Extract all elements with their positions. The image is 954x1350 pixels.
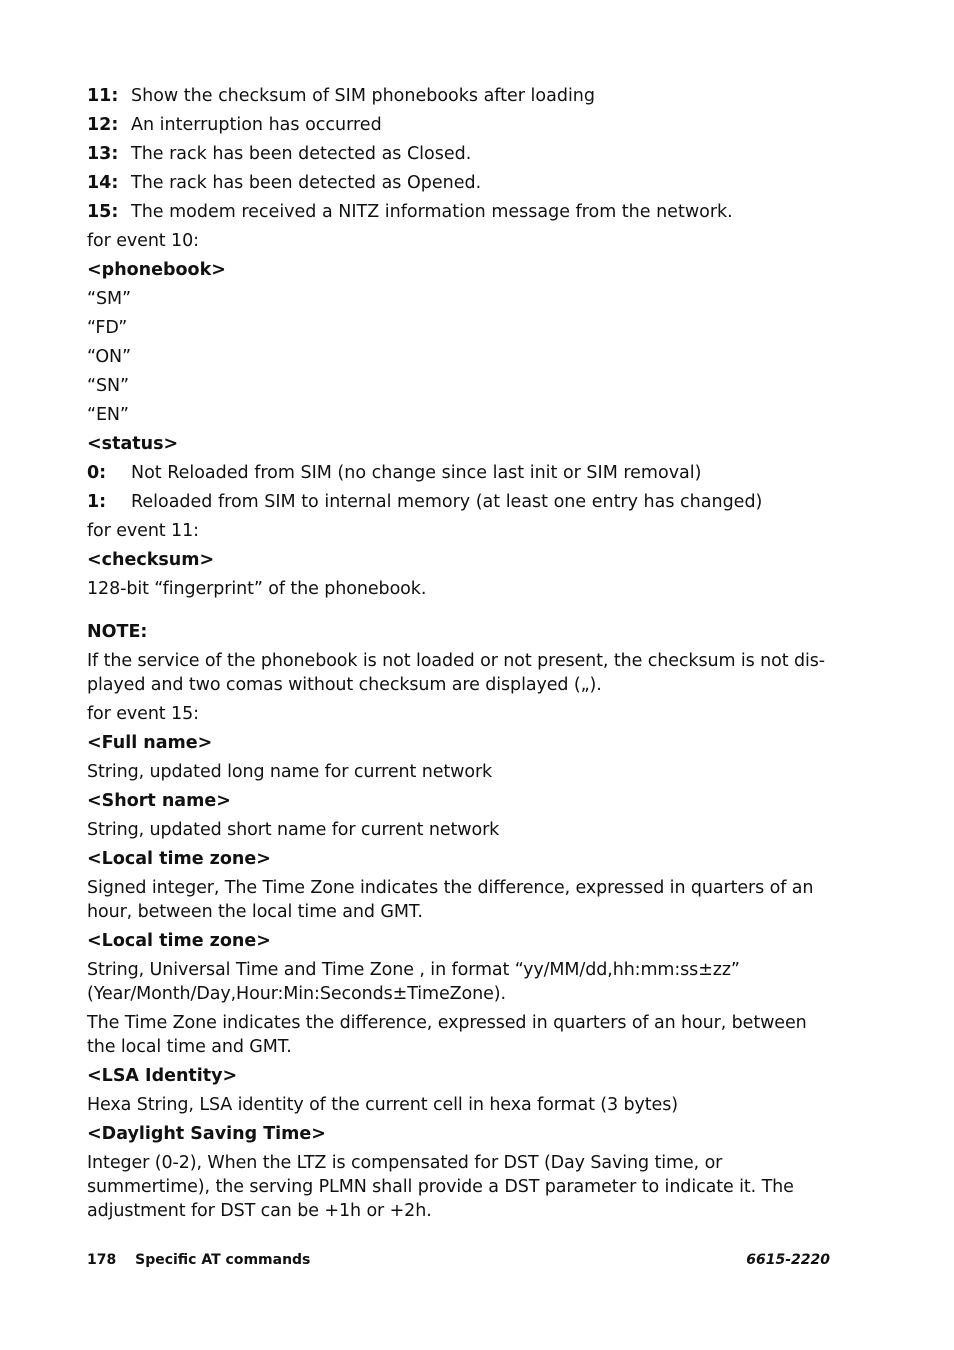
event-item-13 [87,142,827,166]
full-name-text: String, updated long name for current network [87,762,493,782]
checksum-text: 128-bit “fingerprint” of the phonebook. [87,579,427,599]
local-time-zone-text: Signed integer, The Time Zone indicates the difference, expressed in quarters of an hour, between the local time and GMT. [87,878,814,922]
event-text: The rack has been detected as Opened. [131,173,482,193]
event-code: 12: [87,115,119,135]
event15-intro: for event 15: [87,704,199,724]
event-item-14 [87,171,827,195]
event-text: Show the checksum of SIM phonebooks after loading [131,86,596,106]
event-item-11 [87,84,827,108]
note-text: If the service of the phonebook is not loaded or not present, the checksum is not dis-played and two comas without checksum are displayed („). [87,651,825,695]
checksum-heading: <checksum> [87,550,215,570]
dst-text: Integer (0-2), When the LTZ is compensated for DST (Day Saving time, or summertime), the serving PLMN shall provide a DST parameter to indicate it. The adjustment for DST can be +1h or +2h. [87,1153,794,1221]
note-heading: NOTE: [87,622,148,642]
status-code: 0: [87,463,107,483]
event-text: An interruption has occurred [131,115,382,135]
lsa-identity-text: Hexa String, LSA identity of the current cell in hexa format (3 bytes) [87,1095,678,1115]
phonebook-value: “SN” [87,376,129,396]
short-name-text: String, updated short name for current network [87,820,500,840]
event11-intro: for event 11: [87,521,199,541]
phonebook-value: “FD” [87,318,128,338]
phonebook-heading: <phonebook> [87,260,226,280]
status-heading: <status> [87,434,179,454]
universal-time-text-2: The Time Zone indicates the difference, expressed in quarters of an hour, between the local time and GMT. [87,1013,807,1057]
short-name-heading: <Short name> [87,791,231,811]
status-item-1 [87,490,827,514]
phonebook-value: “ON” [87,347,131,367]
event-code: 11: [87,86,119,106]
status-code: 1: [87,492,107,512]
universal-time-heading: <Local time zone> [87,931,271,951]
event-code: 15: [87,202,119,222]
status-text: Reloaded from SIM to internal memory (at least one entry has changed) [131,492,763,512]
phonebook-value: “SM” [87,289,131,309]
status-item-0 [87,461,827,485]
event-code: 14: [87,173,119,193]
event-text: The rack has been detected as Closed. [131,144,472,164]
lsa-identity-heading: <LSA Identity> [87,1066,238,1086]
page-number: 178 [87,1252,117,1268]
doc-number: 6615-2220 [746,1252,830,1268]
page-footer [87,1252,830,1268]
universal-time-text: String, Universal Time and Time Zone , in format “yy/MM/dd,hh:mm:ss±zz” (Year/Month/Day,Hour:Min:Seconds±TimeZone). [87,960,740,1004]
full-name-heading: <Full name> [87,733,213,753]
local-time-zone-heading: <Local time zone> [87,849,271,869]
section-title: Specific AT commands [135,1252,311,1268]
event10-intro: for event 10: [87,231,199,251]
event-code: 13: [87,144,119,164]
dst-heading: <Daylight Saving Time> [87,1124,326,1144]
event-item-12 [87,113,827,137]
page-content [87,84,827,1228]
status-text: Not Reloaded from SIM (no change since last init or SIM removal) [131,463,702,483]
event-item-15 [87,200,827,224]
event-text: The modem received a NITZ information message from the network. [131,202,733,222]
phonebook-value: “EN” [87,405,129,425]
